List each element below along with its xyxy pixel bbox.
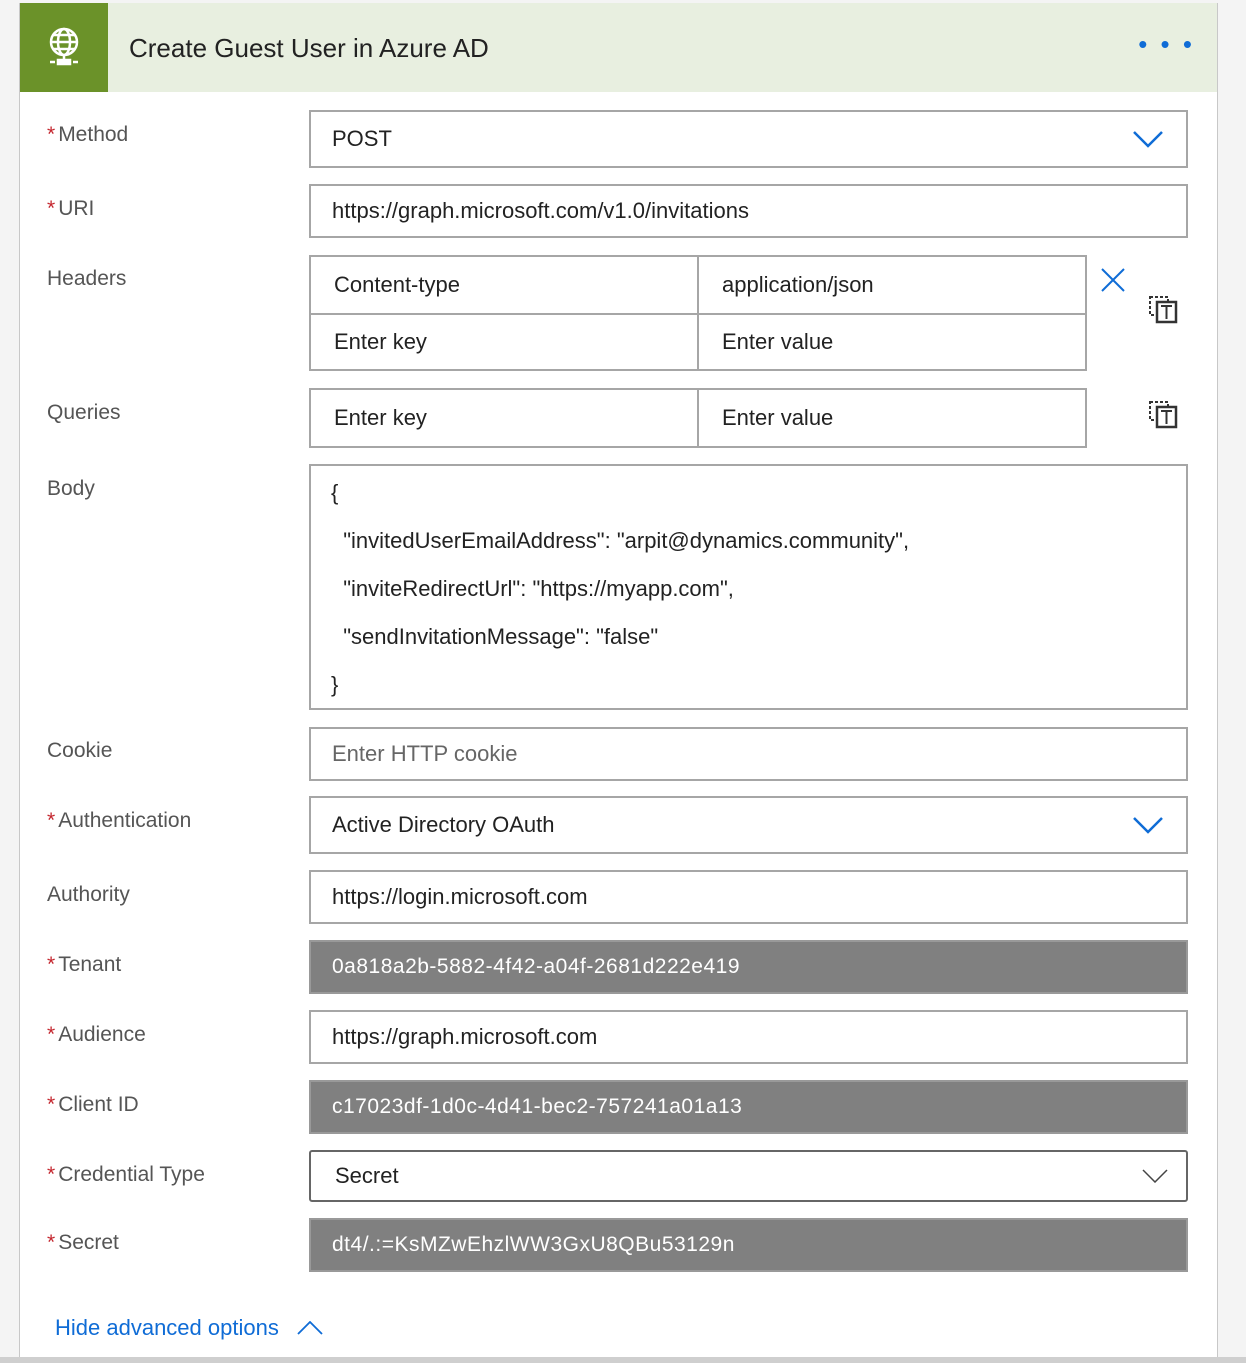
authority-label: Authority	[47, 883, 130, 906]
query-key-input[interactable]: Enter key	[334, 405, 427, 430]
header-key-input[interactable]: Enter key	[334, 329, 427, 354]
cookie-label: Cookie	[47, 739, 113, 762]
body-line: "inviteRedirectUrl": "https://myapp.com",	[331, 576, 734, 601]
http-globe-icon	[20, 3, 108, 92]
client-id-input[interactable]: c17023df-1d0c-4d41-bec2-757241a01a13	[309, 1080, 1188, 1134]
more-options-button[interactable]: • • •	[1138, 29, 1195, 59]
authority-input[interactable]: https://login.microsoft.com	[309, 870, 1188, 924]
hide-advanced-options-link[interactable]: Hide advanced options	[55, 1315, 323, 1341]
authentication-label: * Authentication	[47, 809, 192, 832]
card-header[interactable]	[20, 3, 1217, 92]
authentication-select[interactable]: Active Directory OAuth	[309, 796, 1188, 854]
header-value-input[interactable]: application/json	[697, 257, 1085, 313]
body-line: {	[331, 480, 339, 505]
chevron-down-icon	[1132, 816, 1164, 834]
body-line: "invitedUserEmailAddress": "arpit@dynamics.community",	[331, 528, 910, 553]
audience-label: * Audience	[47, 1023, 146, 1046]
action-card	[19, 3, 1218, 1358]
secret-input[interactable]: dt4/.:=KsMZwEhzlWW3GxU8QBu53129n	[309, 1218, 1188, 1272]
secret-label: * Secret	[47, 1231, 119, 1254]
delete-header-icon[interactable]	[1100, 267, 1126, 293]
uri-label: * URI	[47, 197, 95, 220]
body-line: }	[331, 672, 339, 697]
header-key-input[interactable]: Content-type	[334, 272, 460, 297]
body-line: "sendInvitationMessage": "false"	[331, 624, 659, 649]
chevron-up-icon	[297, 1321, 323, 1335]
query-value-input[interactable]: Enter value	[697, 390, 1085, 446]
uri-input[interactable]: https://graph.microsoft.com/v1.0/invitations	[309, 184, 1188, 238]
audience-input[interactable]: https://graph.microsoft.com	[309, 1010, 1188, 1064]
header-row	[311, 257, 1085, 313]
switch-to-text-mode-icon[interactable]	[1148, 295, 1178, 325]
body-label: Body	[47, 477, 95, 500]
chevron-down-icon	[1132, 130, 1164, 148]
bottom-edge	[0, 1357, 1246, 1363]
query-row-empty	[311, 390, 1085, 446]
card-title: Create Guest User in Azure AD	[129, 33, 489, 63]
method-label: * Method	[47, 123, 129, 146]
queries-label: Queries	[47, 401, 121, 424]
credential-type-label: * Credential Type	[47, 1163, 205, 1186]
tenant-input[interactable]: 0a818a2b-5882-4f42-a04f-2681d222e419	[309, 940, 1188, 994]
header-row-empty	[311, 313, 1085, 369]
queries-table	[309, 388, 1087, 448]
headers-label: Headers	[47, 267, 127, 290]
switch-to-text-mode-icon[interactable]	[1148, 400, 1178, 430]
tenant-label: * Tenant	[47, 953, 122, 976]
cookie-input[interactable]: Enter HTTP cookie	[309, 727, 1188, 781]
method-select[interactable]: POST	[309, 110, 1188, 168]
credential-type-select[interactable]: Secret	[309, 1150, 1188, 1202]
client-id-label: * Client ID	[47, 1093, 139, 1116]
body-editor[interactable]	[309, 464, 1188, 710]
header-value-input[interactable]: Enter value	[697, 315, 1085, 369]
headers-table	[309, 255, 1087, 371]
chevron-down-icon	[1142, 1169, 1168, 1183]
